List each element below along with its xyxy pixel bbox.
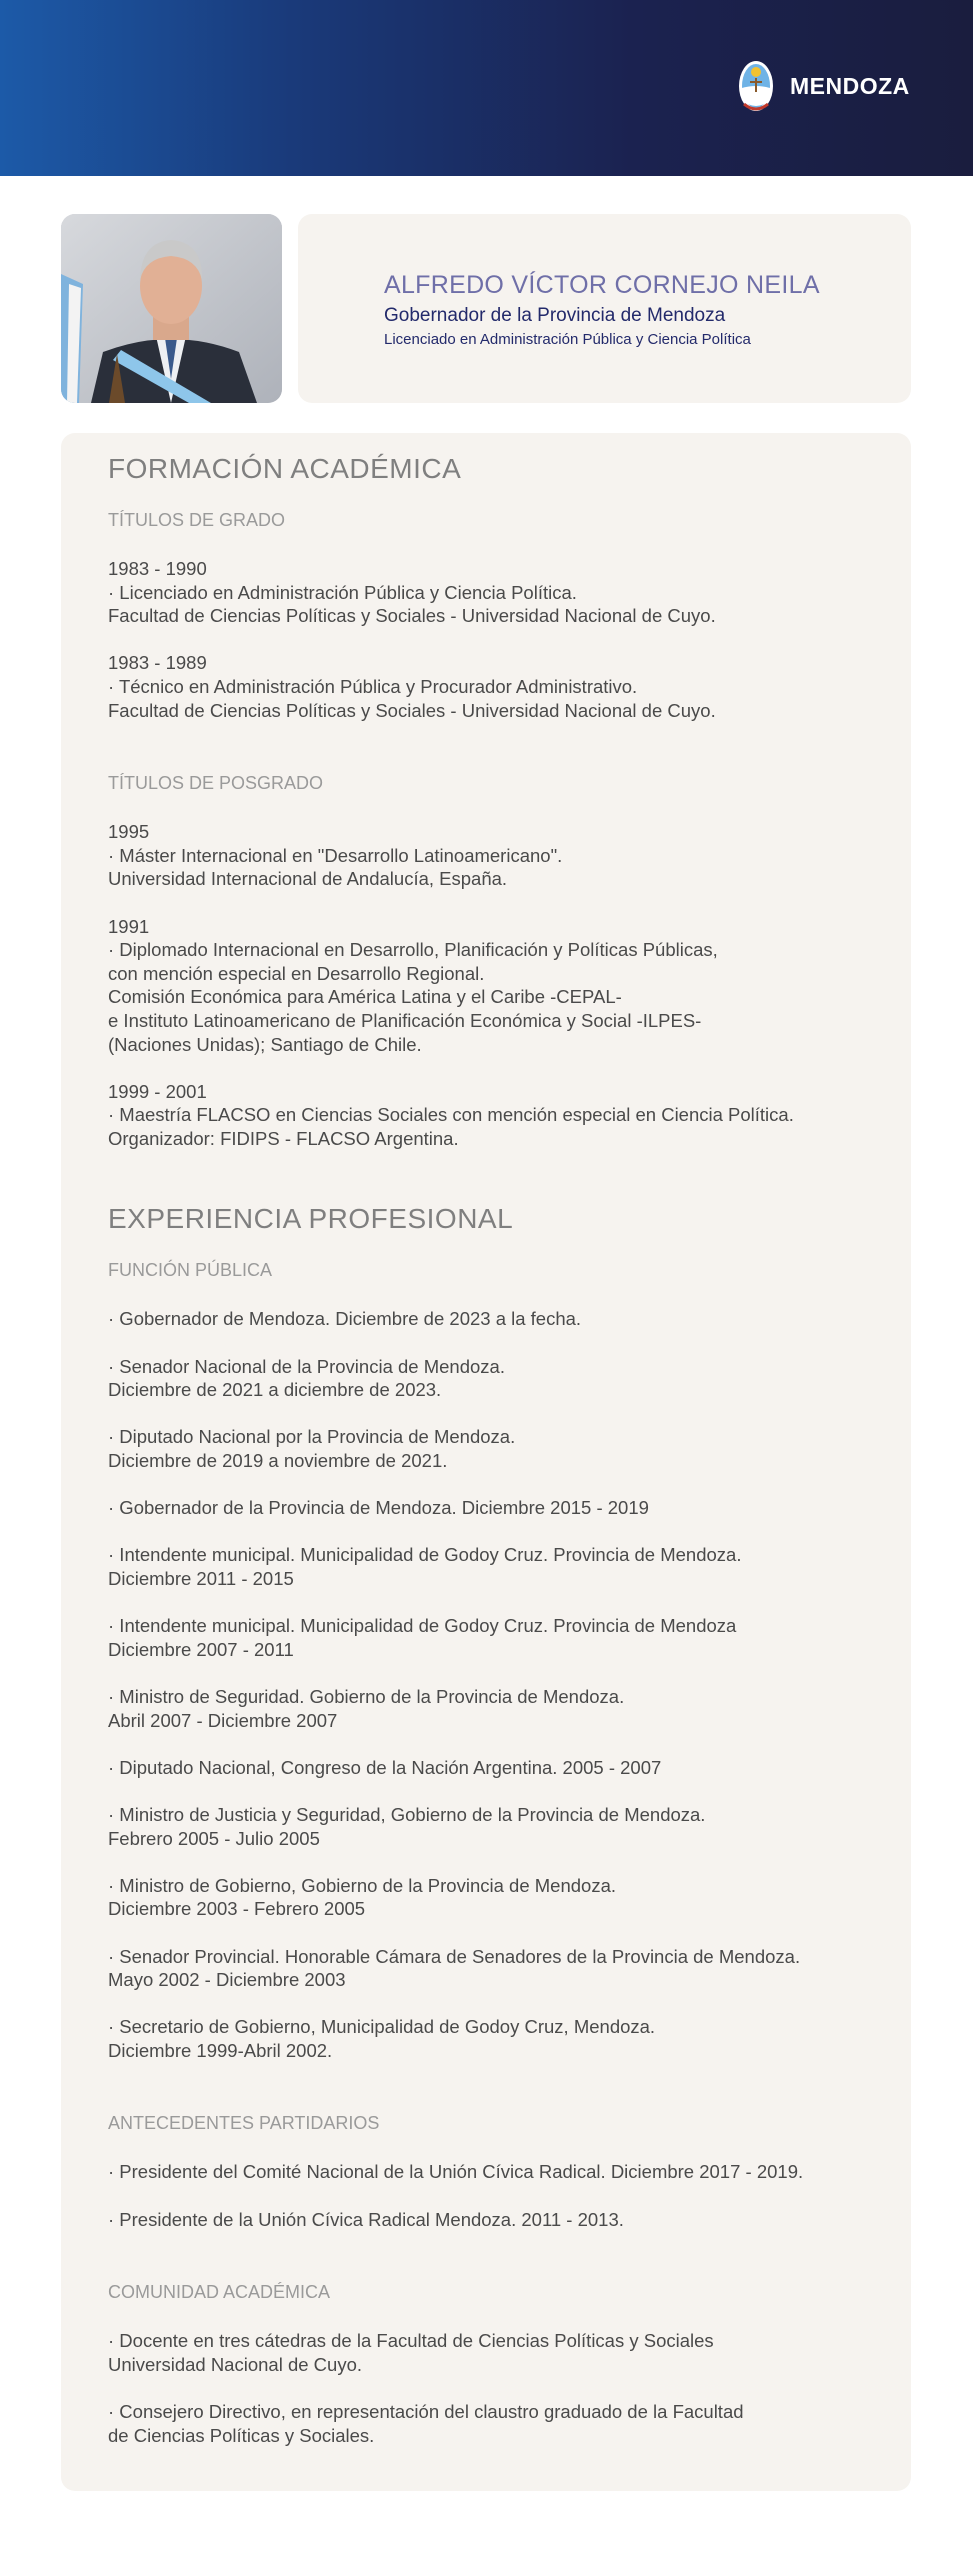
cv-entry-line: · Intendente municipal. Municipalidad de Godoy Cruz. Provincia de Mendoza. bbox=[108, 1544, 742, 1566]
cv-entry bbox=[108, 2329, 898, 2376]
cv-entry-line: e Instituto Latinoamericano de Planificación Económica y Social -ILPES- bbox=[108, 1009, 702, 1031]
cv-entry bbox=[108, 2160, 898, 2184]
subsection-title-funcion-publica: FUNCIÓN PÚBLICA bbox=[108, 1260, 273, 1281]
cv-content bbox=[108, 450, 898, 2447]
cv-entry bbox=[108, 2208, 898, 2232]
cv-entry-line: · Diplomado Internacional en Desarrollo, Planificación y Políticas Públicas, bbox=[108, 939, 718, 961]
cv-entry-line: · Senador Provincial. Honorable Cámara de Senadores de la Provincia de Mendoza. bbox=[108, 1945, 801, 1967]
cv-entry-line: de Ciencias Políticas y Sociales. bbox=[108, 2424, 375, 2446]
cv-entry-line: Abril 2007 - Diciembre 2007 bbox=[108, 1709, 338, 1731]
cv-entry-line: 1991 bbox=[108, 915, 150, 937]
cv-card bbox=[61, 433, 911, 2491]
cv-entry bbox=[108, 1307, 898, 1331]
subsection-title-grado: TÍTULOS DE GRADO bbox=[108, 510, 286, 530]
cv-entry bbox=[108, 1945, 898, 1992]
cv-entry bbox=[108, 915, 898, 1057]
header-banner bbox=[0, 0, 973, 176]
cv-entry-line: · Ministro de Justicia y Seguridad, Gobierno de la Provincia de Mendoza. bbox=[108, 1803, 706, 1825]
cv-entry-line: (Naciones Unidas); Santiago de Chile. bbox=[108, 1033, 422, 1055]
cv-entry-line: 1995 bbox=[108, 821, 150, 843]
section-title-experiencia: EXPERIENCIA PROFESIONAL bbox=[108, 1203, 514, 1235]
section-title-formacion: FORMACIÓN ACADÉMICA bbox=[108, 453, 462, 484]
cv-entry-line: · Licenciado en Administración Pública y Ciencia Política. bbox=[108, 581, 577, 603]
subsection-title-comunidad: COMUNIDAD ACADÉMICA bbox=[108, 2282, 331, 2303]
subsection-title-partidarios: ANTECEDENTES PARTIDARIOS bbox=[108, 2113, 380, 2134]
cv-entry bbox=[108, 1874, 898, 1921]
cv-entry bbox=[108, 1803, 898, 1850]
cv-entry-line: · Ministro de Gobierno, Gobierno de la Provincia de Mendoza. bbox=[108, 1874, 616, 1896]
cv-entry-line: con mención especial en Desarrollo Regional. bbox=[108, 962, 485, 984]
portrait-photo bbox=[61, 214, 282, 403]
cv-entry-line: · Gobernador de la Provincia de Mendoza. Diciembre 2015 - 2019 bbox=[108, 1497, 649, 1519]
cv-entry-line: · Ministro de Seguridad. Gobierno de la Provincia de Mendoza. bbox=[108, 1685, 625, 1707]
cv-entry-line: Febrero 2005 - Julio 2005 bbox=[108, 1827, 320, 1849]
portrait-image bbox=[61, 214, 282, 403]
cv-entry-line: · Senador Nacional de la Provincia de Mendoza. bbox=[108, 1355, 505, 1377]
cv-entry-line: Diciembre 2007 - 2011 bbox=[108, 1638, 294, 1660]
cv-entry bbox=[108, 1496, 898, 1520]
profile-card bbox=[298, 214, 911, 403]
cv-entry-line: 1983 - 1990 bbox=[108, 558, 207, 579]
cv-entry-line: Diciembre de 2021 a diciembre de 2023. bbox=[108, 1379, 442, 1401]
cv-entry bbox=[108, 2400, 898, 2447]
cv-entry-line: Universidad Internacional de Andalucía, España. bbox=[108, 868, 508, 890]
brand-name: MENDOZA bbox=[790, 72, 910, 99]
cv-entry bbox=[108, 820, 898, 891]
list-posgrado bbox=[108, 820, 898, 1150]
cv-entry-line: · Intendente municipal. Municipalidad de Godoy Cruz. Provincia de Mendoza bbox=[108, 1615, 737, 1637]
cv-entry bbox=[108, 1080, 898, 1151]
cv-entry-line: 1983 - 1989 bbox=[108, 652, 207, 674]
list-partidarios bbox=[108, 2160, 898, 2231]
cv-entry-line: Diciembre 1999-Abril 2002. bbox=[108, 2039, 333, 2061]
cv-entry bbox=[108, 651, 898, 722]
cv-entry-line: · Presidente del Comité Nacional de la Unión Cívica Radical. Diciembre 2017 - 2019. bbox=[108, 2161, 804, 2183]
cv-entry-line: · Presidente de la Unión Cívica Radical Mendoza. 2011 - 2013. bbox=[108, 2208, 624, 2230]
list-comunidad bbox=[108, 2329, 898, 2447]
cv-entry-line: · Diputado Nacional por la Provincia de Mendoza. bbox=[108, 1426, 516, 1448]
cv-entry-line: · Docente en tres cátedras de la Facultad de Ciencias Políticas y Sociales bbox=[108, 2330, 714, 2352]
cv-entry-line: Diciembre de 2019 a noviembre de 2021. bbox=[108, 1450, 448, 1472]
person-name: ALFREDO VÍCTOR CORNEJO NEILA bbox=[384, 271, 820, 299]
cv-entry-line: · Diputado Nacional, Congreso de la Nación Argentina. 2005 - 2007 bbox=[108, 1756, 662, 1778]
cv-entry-line: Organizador: FIDIPS - FLACSO Argentina. bbox=[108, 1127, 459, 1149]
cv-entry-line: · Gobernador de Mendoza. Diciembre de 2023 a la fecha. bbox=[108, 1308, 582, 1330]
cv-entry-line: Diciembre 2011 - 2015 bbox=[108, 1568, 294, 1589]
cv-entry bbox=[108, 1425, 898, 1472]
cv-entry bbox=[108, 1543, 898, 1590]
cv-entry-line: · Máster Internacional en "Desarrollo Latinoamericano". bbox=[108, 844, 563, 866]
cv-entry bbox=[108, 557, 898, 628]
cv-entry bbox=[108, 1756, 898, 1780]
cv-entry-line: · Maestría FLACSO en Ciencias Sociales con mención especial en Ciencia Política. bbox=[108, 1104, 794, 1126]
cv-entry bbox=[108, 2015, 898, 2062]
cv-entry-line: Diciembre 2003 - Febrero 2005 bbox=[108, 1898, 366, 1920]
brand[interactable] bbox=[736, 58, 910, 114]
cv-entry-line: Mayo 2002 - Diciembre 2003 bbox=[108, 1969, 346, 1991]
cv-entry-line: · Técnico en Administración Pública y Procurador Administrativo. bbox=[108, 675, 638, 697]
cv-entry-line: Comisión Económica para América Latina y el Caribe -CEPAL- bbox=[108, 986, 622, 1008]
cv-entry-line: Facultad de Ciencias Políticas y Sociales - Universidad Nacional de Cuyo. bbox=[108, 699, 716, 721]
person-role: Gobernador de la Provincia de Mendoza bbox=[384, 305, 726, 326]
list-grado bbox=[108, 557, 898, 722]
cv-entry-line: · Consejero Directivo, en representación del claustro graduado de la Facultad bbox=[108, 2401, 744, 2423]
cv-entry bbox=[108, 1355, 898, 1402]
list-funcion-publica bbox=[108, 1307, 898, 2062]
cv-entry bbox=[108, 1614, 898, 1661]
cv-entry-line: Universidad Nacional de Cuyo. bbox=[108, 2353, 362, 2375]
person-degree: Licenciado en Administración Pública y Ciencia Política bbox=[384, 331, 751, 348]
subsection-title-posgrado: TÍTULOS DE POSGRADO bbox=[108, 773, 324, 794]
cv-entry bbox=[108, 1685, 898, 1732]
cv-entry-line: Facultad de Ciencias Políticas y Sociales - Universidad Nacional de Cuyo. bbox=[108, 605, 716, 627]
cv-entry-line: 1999 - 2001 bbox=[108, 1080, 207, 1102]
cv-entry-line: · Secretario de Gobierno, Municipalidad de Godoy Cruz, Mendoza. bbox=[108, 2016, 656, 2038]
mendoza-coat-of-arms-icon bbox=[736, 58, 776, 114]
